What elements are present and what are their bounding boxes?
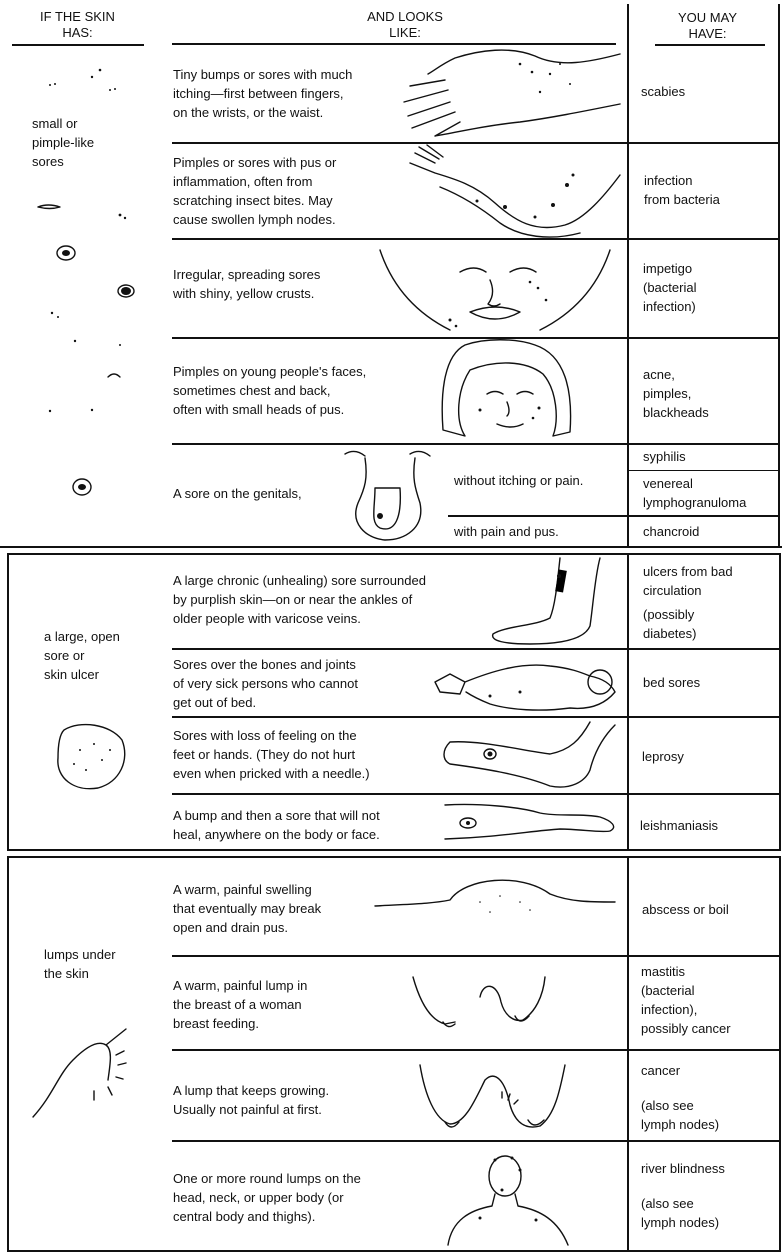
row-divider — [172, 955, 779, 957]
impetigo-diagnosis: impetigo (bacterial infection) — [643, 261, 697, 314]
bed-sores-description: Sores over the bones and joints of very sick persons who cannot get out of bed. — [173, 657, 358, 710]
impetigo-description: Irregular, spreading sores with shiny, yellow crusts. — [173, 267, 321, 301]
leprosy-description: Sores with loss of feeling on the feet or hands. (They do not hurt even when pricked with a needle.) — [173, 728, 370, 781]
cancer-note: (also see lymph nodes) — [641, 1098, 720, 1132]
section-1-right-border — [778, 4, 780, 546]
bacterial-infection-description: Pimples or sores with pus or inflammation, often from scratching insect bites. May cause swollen lymph nodes. — [173, 155, 337, 227]
genital-sore-illustration — [340, 448, 440, 543]
river-blindness-diagnosis: river blindness — [641, 1161, 725, 1176]
syphilis-diagnosis: syphilis — [643, 449, 686, 464]
row-divider — [172, 337, 778, 339]
header-looks-like: AND LOOKS LIKE: — [367, 9, 443, 40]
diabetes-note: (possibly diabetes) — [643, 607, 697, 641]
foot-sore-illustration — [440, 720, 620, 792]
header-you-may-have: YOU MAY HAVE: — [678, 10, 737, 41]
row-divider — [172, 1140, 779, 1142]
acne-description: Pimples on young people's faces, sometimes chest and back, often with small heads of pus. — [173, 364, 367, 417]
scabies-description: Tiny bumps or sores with much itching—first between fingers, on the wrists, or the waist. — [173, 67, 353, 120]
row-divider — [172, 142, 778, 144]
bedridden-person-illustration — [430, 652, 620, 716]
breasts-cancer-illustration — [410, 1060, 570, 1140]
hand-rash-illustration — [400, 44, 625, 140]
section-1-divider — [627, 4, 629, 546]
row-divider — [172, 648, 779, 650]
lymphogranuloma-diagnosis: venereal lymphogranuloma — [643, 476, 747, 510]
cancer-diagnosis: cancer — [641, 1063, 681, 1078]
lump-swelling-illustration — [370, 872, 620, 932]
with-pain-condition: with pain and pus. — [454, 524, 559, 539]
leishmaniasis-description: A bump and then a sore that will not heal, anywhere on the body or face. — [173, 808, 380, 842]
row-divider — [448, 515, 778, 517]
bed-sores-diagnosis: bed sores — [643, 675, 701, 690]
mastitis-diagnosis: mastitis (bacterial infection), possibly cancer — [641, 964, 731, 1036]
river-blindness-description: One or more round lumps on the head, neck, or upper body (or central body and thighs). — [173, 1171, 361, 1224]
row-divider — [172, 1049, 779, 1051]
circulation-ulcer-diagnosis: ulcers from bad circulation — [643, 564, 733, 598]
torso-lumps-illustration — [440, 1150, 580, 1250]
scabies-diagnosis: scabies — [641, 84, 686, 99]
abscess-diagnosis: abscess or boil — [642, 902, 729, 917]
leishmaniasis-diagnosis: leishmaniasis — [640, 818, 719, 833]
without-itching-condition: without itching or pain. — [454, 473, 584, 488]
acne-face-illustration — [435, 340, 575, 442]
river-blindness-note: (also see lymph nodes) — [641, 1196, 720, 1230]
forearm-sore-illustration — [440, 795, 620, 850]
ulcer-icon — [50, 720, 130, 792]
small-sores-icon — [30, 55, 150, 505]
row-divider — [627, 470, 778, 471]
section-2-divider — [627, 555, 629, 849]
face-impetigo-illustration — [370, 240, 620, 336]
arm-sores-illustration — [405, 145, 625, 237]
leg-ulcer-description: A large chronic (unhealing) sore surrounded by purplish skin—on or near the ankles of older people with varicose veins. — [173, 573, 426, 626]
mastitis-description: A warm, painful lump in the breast of a woman breast feeding. — [173, 978, 308, 1031]
leprosy-diagnosis: leprosy — [642, 749, 684, 764]
row-divider — [172, 443, 778, 445]
header-skin-has: IF THE SKIN HAS: — [40, 9, 115, 40]
acne-diagnosis: acne, pimples, blackheads — [643, 367, 709, 420]
row-divider — [172, 716, 779, 718]
section-3-skin-has: lumps under the skin — [44, 947, 116, 981]
genital-sore-description: A sore on the genitals, — [173, 486, 302, 501]
lump-icon — [28, 1025, 138, 1125]
chancroid-diagnosis: chancroid — [643, 524, 700, 539]
leg-ulcer-illustration — [485, 556, 615, 646]
breasts-mastitis-illustration — [405, 972, 555, 1040]
bacterial-infection-diagnosis: infection from bacteria — [644, 173, 720, 207]
section-3-divider — [627, 858, 629, 1250]
section-1-skin-has: small or pimple-like sores — [32, 116, 95, 169]
cancer-description: A lump that keeps growing. Usually not painful at first. — [173, 1083, 330, 1117]
abscess-description: A warm, painful swelling that eventually may break open and drain pus. — [173, 882, 322, 935]
section-2-skin-has: a large, open sore or skin ulcer — [44, 629, 120, 682]
